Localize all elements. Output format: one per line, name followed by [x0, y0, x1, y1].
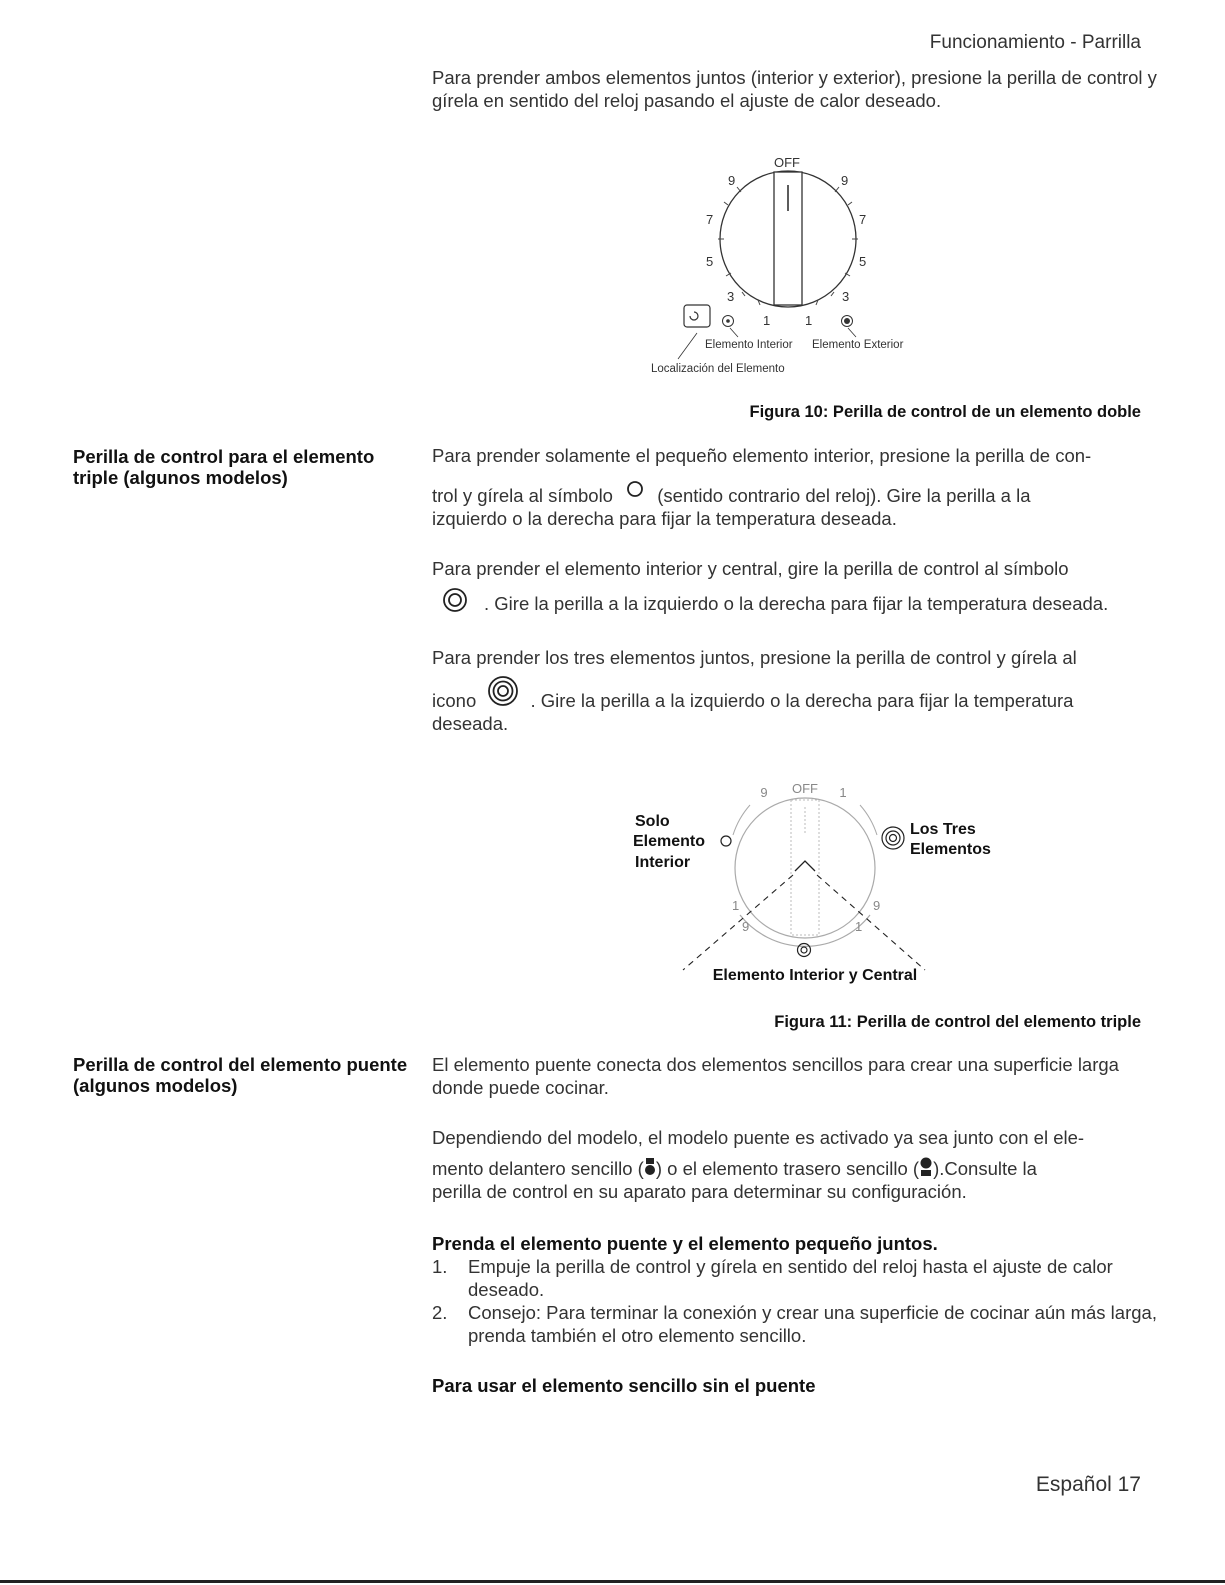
- running-header: Funcionamiento - Parrilla: [929, 32, 1141, 53]
- f11-label-interior: Interior: [635, 854, 691, 871]
- triple-p1-line1: Para prender solamente el pequeño elemento interior, presione la perilla de con-: [432, 445, 1092, 466]
- f11-double-ring-icon: [798, 944, 811, 957]
- single-ring-icon: [622, 478, 648, 504]
- bridge-p2-a: mento delantero sencillo (: [432, 1158, 644, 1179]
- bridge-subheading-1: Prenda el elemento puente y el elemento pequeño juntos.: [432, 1233, 938, 1254]
- list-item: [432, 1301, 1162, 1347]
- f11-triple-ring-icon: [882, 827, 904, 849]
- triple-p2-line1: Para prender el elemento interior y central, gire la perilla de control al símbolo: [432, 558, 1069, 579]
- step-number: 1.: [432, 1256, 448, 1277]
- f11-single-ring-icon: [721, 836, 731, 846]
- bridge-p2-line3: perilla de control en su aparato para determinar su configuración.: [432, 1181, 967, 1202]
- f11-right-9: 9: [873, 898, 881, 913]
- triple-paragraph-3: [432, 646, 1162, 735]
- f11-label-elementos: Elementos: [910, 841, 991, 858]
- front-element-icon: [644, 1156, 656, 1178]
- triple-p1-line3: izquierdo o la derecha para fijar la temperatura deseada.: [432, 508, 897, 529]
- outer-element-icon: [842, 316, 853, 327]
- rear-element-icon: [919, 1156, 933, 1178]
- intro-paragraph: Para prender ambos elementos juntos (interior y exterior), presione la perilla de control y gírela en sentido del reloj pasando el ajuste de calor deseado.: [432, 67, 1157, 111]
- bridge-p2-line1: Dependiendo del modelo, el modelo puente es activado ya sea junto con el ele-: [432, 1127, 1085, 1148]
- left-num-9: 9: [728, 173, 736, 188]
- figure-11-caption: Figura 11: Perilla de control del elemento triple: [774, 1013, 1141, 1031]
- triple-p3-line2-after: . Gire la perilla a la izquierdo o la derecha para fijar la temperatura: [530, 690, 1074, 711]
- bridge-subheading-2: Para usar el elemento sencillo sin el puente: [432, 1375, 816, 1396]
- bottom-rule: [0, 1580, 1225, 1583]
- step-text: Consejo: Para terminar la conexión y crear una superficie de cocinar aún más larga, prenda también el otro elemento sencillo.: [468, 1302, 1157, 1346]
- list-item: [432, 1255, 1162, 1301]
- f11-label-solo: Solo: [635, 813, 670, 830]
- double-ring-icon: [440, 587, 470, 617]
- figure-10-caption: Figura 10: Perilla de control de un elemento doble: [749, 403, 1141, 421]
- triple-p1-line2-after: (sentido contrario del reloj). Gire la perilla a la: [657, 485, 1031, 506]
- left-num-7: 7: [706, 212, 714, 227]
- label-outer-element: Elemento Exterior: [812, 339, 904, 351]
- f11-label-los-tres: Los Tres: [910, 821, 976, 838]
- f11-right-1: 1: [855, 919, 863, 934]
- triple-ring-icon: [485, 675, 521, 711]
- element-location-icon: [684, 305, 710, 327]
- f11-label-interior-central: Elemento Interior y Central: [712, 967, 918, 984]
- dial-off-label: OFF: [774, 155, 800, 170]
- inner-element-icon: [723, 316, 734, 327]
- f11-off-label: OFF: [792, 781, 818, 796]
- bridge-p2-b: ) o el elemento trasero sencillo (: [655, 1158, 920, 1179]
- f11-left-1: 1: [732, 898, 740, 913]
- triple-p3-line2-before: icono: [432, 690, 477, 711]
- left-num-5: 5: [706, 254, 714, 269]
- bridge-p2-c: ).Consulte la: [933, 1158, 1037, 1179]
- right-num-1: 1: [805, 313, 813, 328]
- triple-p2-line2: . Gire la perilla a la izquierdo o la derecha para fijar la temperatura deseada.: [484, 593, 1109, 614]
- label-inner-element: Elemento Interior: [705, 339, 793, 351]
- right-num-9: 9: [841, 173, 849, 188]
- triple-p3-line1: Para prender los tres elementos juntos, presione la perilla de control y gírela al: [432, 647, 1077, 668]
- triple-paragraph-1: [432, 444, 1162, 530]
- bridge-paragraph-1: El elemento puente conecta dos elementos sencillos para crear una superficie larga donde puede cocinar.: [432, 1054, 1119, 1098]
- left-num-1: 1: [763, 313, 771, 328]
- bridge-section-heading: Perilla de control del elemento puente (algunos modelos): [73, 1054, 408, 1096]
- right-num-7: 7: [859, 212, 867, 227]
- f11-top-1: 1: [839, 785, 847, 800]
- f11-outer-arc: [740, 915, 870, 946]
- triple-p1-line2-before: trol y gírela al símbolo: [432, 485, 613, 506]
- triple-section-heading: Perilla de control para el elemento triple (algunos modelos): [73, 446, 375, 488]
- label-element-location: Localización del Elemento: [651, 363, 785, 375]
- bridge-steps-block: [432, 1232, 1162, 1347]
- bridge-steps-list: [432, 1255, 1162, 1347]
- left-num-3: 3: [727, 289, 735, 304]
- bridge-paragraph-2: [432, 1126, 1162, 1203]
- page-number: Español 17: [1035, 1473, 1141, 1496]
- f11-left-9: 9: [742, 919, 750, 934]
- f11-top-9: 9: [760, 785, 768, 800]
- triple-paragraph-2: [432, 557, 1162, 617]
- triple-p3-line3: deseada.: [432, 713, 509, 734]
- step-text: Empuje la perilla de control y gírela en sentido del reloj hasta el ajuste de calor deseado.: [468, 1256, 1113, 1300]
- figure-10-double-knob: [640, 145, 940, 385]
- right-num-5: 5: [859, 254, 867, 269]
- f11-pointer: [795, 861, 815, 871]
- f11-label-elemento: Elemento: [633, 833, 706, 850]
- figure-11-triple-knob: [625, 775, 1025, 995]
- right-num-3: 3: [842, 289, 850, 304]
- step-number: 2.: [432, 1302, 448, 1323]
